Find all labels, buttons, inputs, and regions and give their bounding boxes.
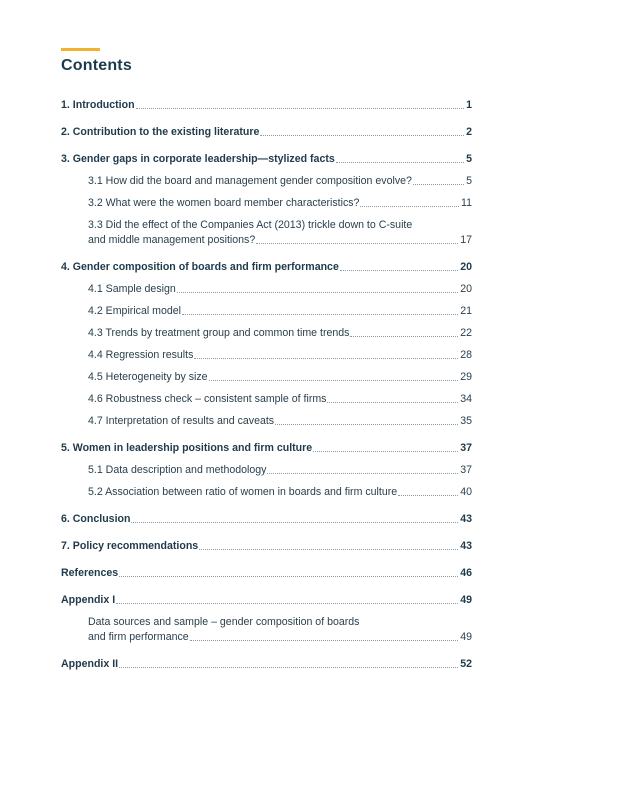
toc-entry-label: 5. Women in leadership positions and firm culture	[61, 442, 313, 454]
toc-entry[interactable]	[61, 658, 472, 671]
dot-leader	[350, 336, 458, 337]
page-title: Contents	[61, 57, 132, 74]
toc-entry-label: 5.1 Data description and methodology	[88, 464, 267, 476]
toc-entry-label: 2. Contribution to the existing literature	[61, 126, 260, 138]
toc-entry-page: 35	[460, 415, 472, 427]
toc-entry-label: 4.1 Sample design	[88, 283, 176, 295]
dot-leader	[119, 667, 458, 668]
dot-leader	[360, 206, 459, 207]
toc-entry-page: 49	[460, 631, 472, 643]
toc-entry-label: Appendix I	[61, 594, 116, 606]
toc-entry-label: 1. Introduction	[61, 99, 135, 111]
toc-entry-label: 4.2 Empirical model	[88, 305, 182, 317]
dot-leader	[182, 314, 458, 315]
toc-entry[interactable]	[61, 175, 472, 188]
toc-entry-page: 29	[460, 371, 472, 383]
toc-entry-label: 4.4 Regression results	[88, 349, 194, 361]
dot-leader	[336, 162, 464, 163]
toc-entry-label: 4.7 Interpretation of results and caveats	[88, 415, 275, 427]
toc-entry-label-line1: Data sources and sample – gender composition of boards	[88, 616, 360, 628]
toc-entry-label: References	[61, 567, 119, 579]
toc-entry-page: 43	[460, 540, 472, 552]
toc-entry-label: 4.3 Trends by treatment group and common time trends	[88, 327, 350, 339]
toc-entry-page: 11	[461, 197, 472, 209]
dot-leader	[116, 603, 458, 604]
dot-leader	[177, 292, 458, 293]
toc-entry[interactable]	[61, 197, 472, 210]
dot-leader	[327, 402, 458, 403]
dot-leader	[313, 451, 458, 452]
toc-entry-label: 3. Gender gaps in corporate leadership—stylized facts	[61, 153, 335, 165]
toc-entry-label: 5.2 Association between ratio of women in boards and firm culture	[88, 486, 398, 498]
toc-entry-page: 5	[466, 175, 472, 187]
toc-entry-page: 21	[460, 305, 472, 317]
dot-leader	[260, 135, 464, 136]
dot-leader	[199, 549, 458, 550]
dot-leader	[136, 108, 465, 109]
toc-entry-page: 1	[466, 99, 472, 111]
dot-leader	[256, 243, 458, 244]
toc-entry-label: 4.6 Robustness check – consistent sample of firms	[88, 393, 327, 405]
dot-leader	[209, 380, 459, 381]
toc-entry-page: 34	[460, 393, 472, 405]
toc-entry[interactable]	[61, 486, 472, 499]
toc-entry-label: 4.5 Heterogeneity by size	[88, 371, 208, 383]
toc-entry-page: 28	[460, 349, 472, 361]
toc-entry-page: 46	[460, 567, 472, 579]
toc-entry-label: 7. Policy recommendations	[61, 540, 199, 552]
toc-entry[interactable]	[61, 442, 472, 455]
toc-entry-label-line1: 3.3 Did the effect of the Companies Act (2013) trickle down to C-suite	[88, 219, 413, 231]
toc-entry[interactable]	[61, 594, 472, 607]
dot-leader	[131, 522, 458, 523]
toc-entry-page: 37	[460, 442, 472, 454]
toc-entry[interactable]	[61, 153, 472, 166]
toc-entry-page: 22	[460, 327, 472, 339]
toc-entry[interactable]	[61, 219, 472, 247]
toc-entry-label: Appendix II	[61, 658, 119, 670]
dot-leader	[190, 640, 459, 641]
dot-leader	[275, 424, 458, 425]
dot-leader	[194, 358, 458, 359]
toc-entry-page: 52	[460, 658, 472, 670]
dot-leader	[119, 576, 458, 577]
toc-entry[interactable]	[61, 327, 472, 340]
toc-entry[interactable]	[61, 305, 472, 318]
toc-entry-page: 40	[460, 486, 472, 498]
toc-entry[interactable]	[61, 540, 472, 553]
toc-entry-label: 3.2 What were the women board member characteristics?	[88, 197, 360, 209]
toc-entry[interactable]	[61, 261, 472, 274]
toc-entry[interactable]	[61, 513, 472, 526]
toc-entry-page: 43	[460, 513, 472, 525]
toc-entry-label: and middle management positions?	[88, 234, 256, 246]
dot-leader	[413, 184, 464, 185]
dot-leader	[340, 270, 458, 271]
dot-leader	[398, 495, 458, 496]
toc-entry[interactable]	[61, 464, 472, 477]
toc-entry-label: and firm performance	[88, 631, 189, 643]
toc-entry[interactable]	[61, 126, 472, 139]
dot-leader	[267, 473, 458, 474]
toc-entry-label: 3.1 How did the board and management gender composition evolve?	[88, 175, 412, 187]
toc-entry[interactable]	[61, 616, 472, 644]
toc-entry-page: 5	[466, 153, 472, 165]
toc-entry[interactable]	[61, 393, 472, 406]
accent-bar	[61, 48, 100, 51]
toc-entry-label: 6. Conclusion	[61, 513, 131, 525]
toc-entry[interactable]	[61, 415, 472, 428]
toc-entry-page: 20	[460, 261, 472, 273]
toc-entry-page: 49	[460, 594, 472, 606]
toc-entry[interactable]	[61, 371, 472, 384]
toc-entry-page: 37	[460, 464, 472, 476]
toc-entry-page: 2	[466, 126, 472, 138]
toc-entry-page: 17	[460, 234, 472, 246]
toc-entry[interactable]	[61, 283, 472, 296]
table-of-contents	[61, 99, 472, 671]
toc-entry[interactable]	[61, 99, 472, 112]
toc-entry-page: 20	[460, 283, 472, 295]
toc-entry-label: 4. Gender composition of boards and firm performance	[61, 261, 339, 273]
toc-entry[interactable]	[61, 567, 472, 580]
toc-entry[interactable]	[61, 349, 472, 362]
